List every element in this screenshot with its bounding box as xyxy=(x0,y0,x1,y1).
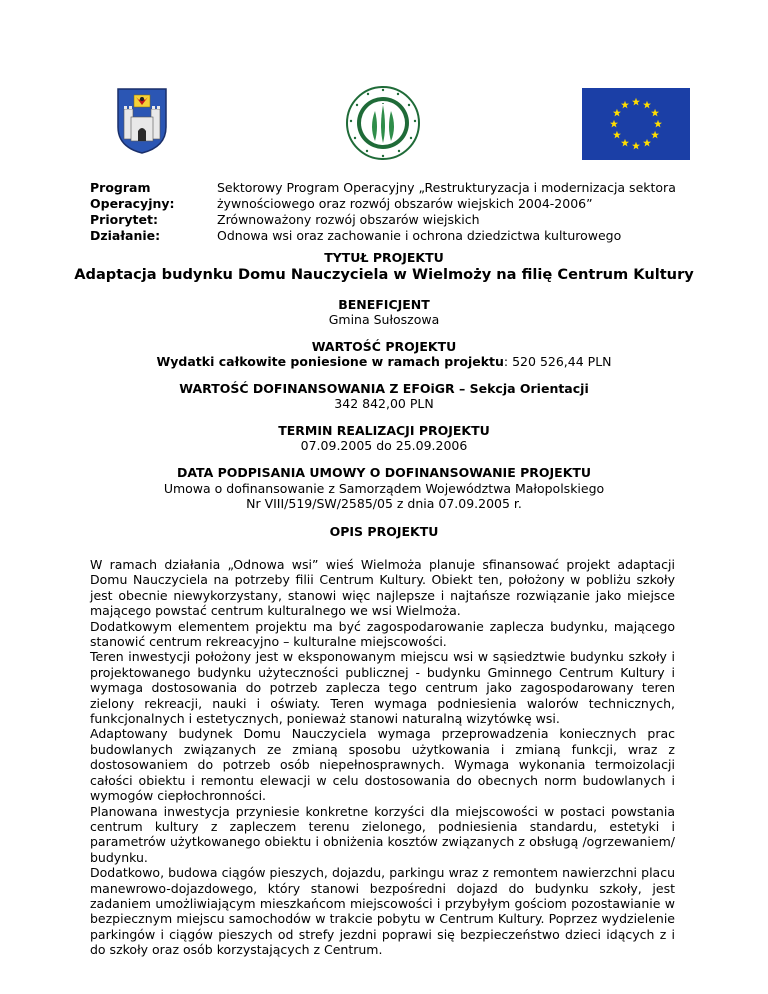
program-row xyxy=(90,180,690,212)
coat-of-arms-icon xyxy=(116,87,168,155)
ministry-seal-icon xyxy=(345,85,421,161)
action-label: Działanie: xyxy=(90,228,161,243)
beneficiary-heading: BENEFICJENT xyxy=(338,297,430,312)
description-heading: OPIS PROJEKTU xyxy=(329,524,439,539)
value-line xyxy=(0,354,768,369)
agreement-heading: DATA PODPISANIA UMOWY O DOFINANSOWANIE PROJEKTU xyxy=(176,465,592,480)
description-paragraph: Dodatkowo, budowa ciągów pieszych, dojazdu, parkingu wraz z remontem nawierzchni placu manewrowo-dojazdowego, który stanowi bezpośredni dojazd do budynku szkoły, jest zadaniem umożliwiającym mieszkańcom miejscowości i przybyłym gościom pozostawianie w bezpiecznym miejscu samochodów w trakcie pobytu w Centrum Kultury. Poprzez wydzielenie parkingów i ciągów pieszych od strefy jezdni poprawi się bezpieczeństwo dzieci idących z i do szkoły oraz osób korzystających z Centrum. xyxy=(90,865,675,958)
action-value: Odnowa wsi oraz zachowanie i ochrona dziedzictwa kulturowego xyxy=(217,228,622,243)
value-amount: : 520 526,44 PLN xyxy=(503,354,612,369)
priority-label: Priorytet: xyxy=(90,212,158,227)
value-label: Wydatki całkowite poniesione w ramach projektu xyxy=(156,354,504,369)
description-paragraph: Dodatkowym elementem projektu ma być zagospodarowanie zaplecza budynku, mającego stanowić centrum rekreacyjno – kulturalne miejscowości. xyxy=(90,618,675,650)
term-heading: TERMIN REALIZACJI PROJEKTU xyxy=(278,423,490,438)
description-paragraph: Teren inwestycji położony jest w eksponowanym miejscu wsi w sąsiedztwie budynku szkoły i projektowanego budynku użyteczności publicznej - budynku Gminnego Centrum Kultury i wymaga dostosowania do potrzeb zaplecza tego centrum jako zagospodarowany teren zielony rekreacji, nauki i oświaty. Teren wymaga podniesienia walorów technicznych, funkcjonalnych i estetycznych, ponieważ stanowi naturalną wizytówkę wsi. xyxy=(90,649,675,727)
program-value-line: Sektorowy Program Operacyjny „Restrukturyzacja i modernizacja sektora xyxy=(217,180,676,195)
program-label: Program Operacyjny: xyxy=(90,180,175,211)
logo-bar xyxy=(0,0,768,170)
project-title: Adaptacja budynku Domu Nauczyciela w Wielmoży na filię Centrum Kultury xyxy=(74,266,694,283)
program-value-line: żywnościowego oraz rozwój obszarów wiejskich 2004-2006” xyxy=(217,196,593,211)
description-paragraph: W ramach działania „Odnowa wsi” wieś Wielmoża planuje sfinansować projekt adaptacji Domu Nauczyciela na potrzeby filii Centrum Kultury. Obiekt ten, położony w pobliżu szkoły jest obecnie niewykorzystany, stanowi więc najlepsze i najtańsze rozwiązanie jako miejsce mającego powstać centrum kulturalnego we wsi Wielmoża. xyxy=(90,557,675,619)
funding-heading: WARTOŚĆ DOFINANSOWANIA Z EFOiGR – Sekcja Orientacji xyxy=(179,381,589,396)
agreement-line-1: Umowa o dofinansowanie z Samorządem Województwa Małopolskiego xyxy=(163,481,605,496)
description-paragraph: Adaptowany budynek Domu Nauczyciela wymaga przeprowadzenia koniecznych prac budowlanych związanych ze zmianą sposobu użytkowania i zmianą funkcji, wraz z dostosowaniem do potrzeb osób niepełnosprawnych. Wymaga wykonania termoizolacji całości obiektu i remontu elewacji w celu dostosowania do obecnych norm budowlanych i wymogów ciepłochronności. xyxy=(90,726,675,804)
value-heading: WARTOŚĆ PROJEKTU xyxy=(311,339,457,354)
agreement-line-2: Nr VIII/519/SW/2585/05 z dnia 07.09.2005 r. xyxy=(246,496,522,511)
action-row xyxy=(90,228,690,244)
beneficiary-name: Gmina Sułoszowa xyxy=(328,312,440,327)
program-info xyxy=(90,180,690,244)
project-description xyxy=(90,557,675,958)
priority-value: Zrównoważony rozwój obszarów wiejskich xyxy=(217,212,480,227)
term-dates: 07.09.2005 do 25.09.2006 xyxy=(300,438,468,453)
priority-row xyxy=(90,212,690,228)
title-heading: TYTUŁ PROJEKTU xyxy=(324,250,444,265)
eu-flag-icon xyxy=(582,88,690,160)
description-paragraph: Planowana inwestycja przyniesie konkretne korzyści dla miejscowości w postaci powstania centrum kultury z zapleczem terenu zielonego, podniesienia standardu, estetyki i parametrów użytkowanego obiektu i obniżenia kosztów związanych z obsługą /ogrzewaniem/ budynku. xyxy=(90,803,675,865)
funding-amount: 342 842,00 PLN xyxy=(334,396,434,411)
